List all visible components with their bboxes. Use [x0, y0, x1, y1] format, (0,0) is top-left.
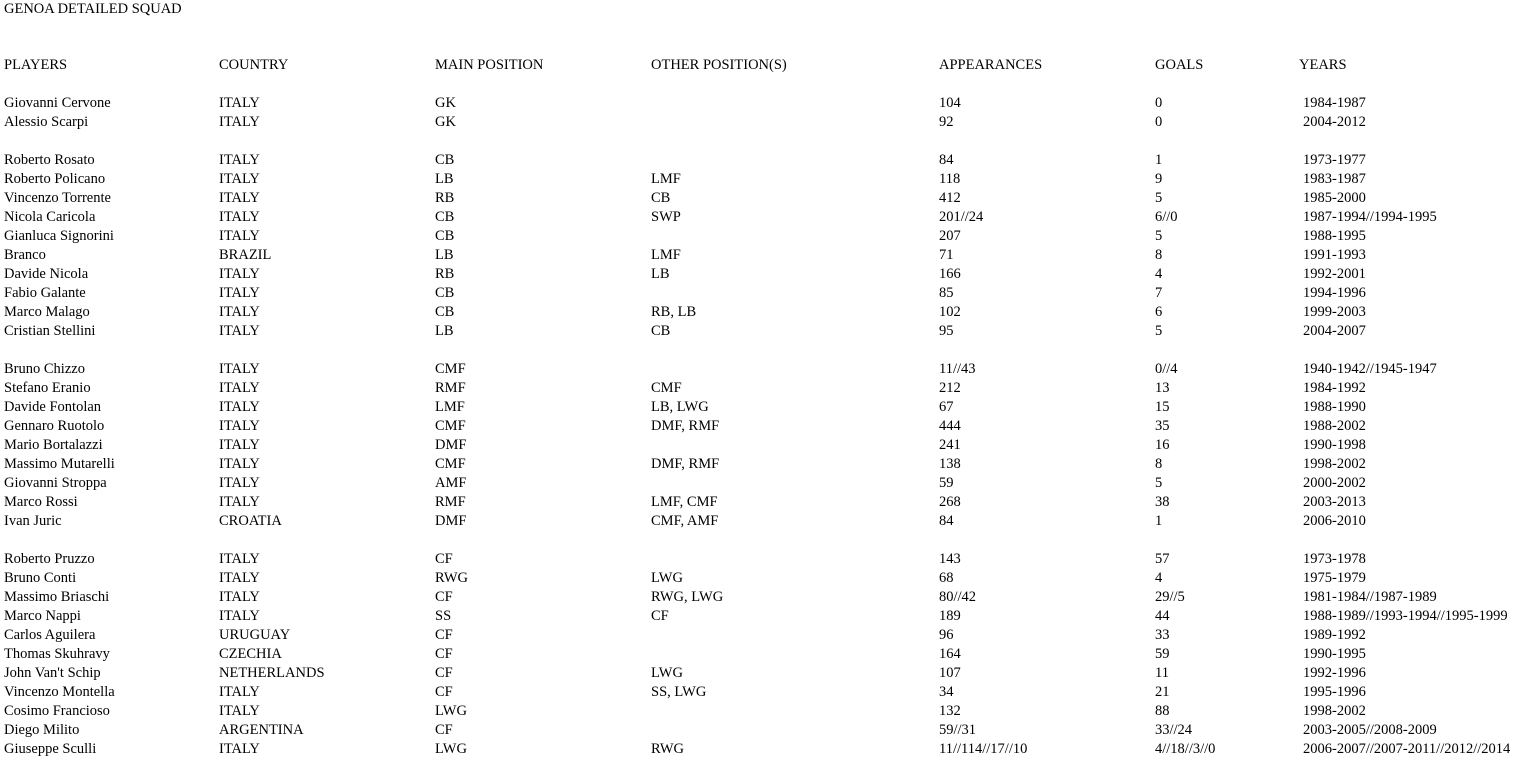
other-positions-cell: SS, LWG: [651, 684, 707, 700]
table-row: [0, 588, 1536, 607]
years-cell: 1994-1996: [1303, 285, 1366, 301]
table-row: [0, 417, 1536, 436]
goals-cell: 5: [1155, 475, 1163, 491]
player-name-cell: Nicola Caricola: [4, 209, 96, 225]
table-row: [0, 265, 1536, 284]
appearances-cell: 189: [939, 608, 961, 624]
table-row: [0, 170, 1536, 189]
goals-cell: 9: [1155, 171, 1163, 187]
player-name-cell: Giovanni Cervone: [4, 95, 111, 111]
main-position-cell: CB: [435, 285, 455, 301]
country-cell: ITALY: [219, 456, 260, 472]
table-row: [0, 379, 1536, 398]
goals-cell: 5: [1155, 323, 1163, 339]
appearances-cell: 444: [939, 418, 961, 434]
country-cell: ITALY: [219, 209, 260, 225]
table-row: [0, 740, 1536, 759]
goals-cell: 0: [1155, 114, 1163, 130]
main-position-cell: CMF: [435, 418, 466, 434]
goals-cell: 1: [1155, 152, 1163, 168]
country-cell: ITALY: [219, 95, 260, 111]
table-row: [0, 398, 1536, 417]
main-position-cell: CB: [435, 209, 455, 225]
years-cell: 1988-1990: [1303, 399, 1366, 415]
player-name-cell: Thomas Skuhravy: [4, 646, 110, 662]
years-cell: 1984-1987: [1303, 95, 1366, 111]
player-name-cell: Gennaro Ruotolo: [4, 418, 105, 434]
table-row: [0, 113, 1536, 132]
years-cell: 1973-1978: [1303, 551, 1366, 567]
player-name-cell: Diego Milito: [4, 722, 80, 738]
table-row: [0, 626, 1536, 645]
table-row: [0, 493, 1536, 512]
goals-cell: 4: [1155, 266, 1163, 282]
country-cell: ITALY: [219, 152, 260, 168]
table-row: [0, 664, 1536, 683]
years-cell: 2003-2013: [1303, 494, 1366, 510]
main-position-cell: LB: [435, 247, 454, 263]
goals-cell: 6//0: [1155, 209, 1178, 225]
appearances-cell: 59: [939, 475, 954, 491]
header-country: COUNTRY: [219, 57, 289, 73]
country-cell: CZECHIA: [219, 646, 282, 662]
appearances-cell: 104: [939, 95, 961, 111]
other-positions-cell: CF: [651, 608, 669, 624]
years-cell: 1990-1995: [1303, 646, 1366, 662]
goals-cell: 29//5: [1155, 589, 1185, 605]
player-name-cell: Roberto Pruzzo: [4, 551, 95, 567]
country-cell: ITALY: [219, 304, 260, 320]
header-appearances: APPEARANCES: [939, 57, 1043, 73]
main-position-cell: CF: [435, 684, 453, 700]
years-cell: 1975-1979: [1303, 570, 1366, 586]
goals-cell: 6: [1155, 304, 1163, 320]
table-row: [0, 208, 1536, 227]
player-name-cell: Cosimo Francioso: [4, 703, 110, 719]
country-cell: ITALY: [219, 608, 260, 624]
player-name-cell: Marco Rossi: [4, 494, 78, 510]
other-positions-cell: RWG, LWG: [651, 589, 724, 605]
country-cell: ITALY: [219, 589, 260, 605]
goals-cell: 57: [1155, 551, 1170, 567]
player-name-cell: Alessio Scarpi: [4, 114, 89, 130]
appearances-cell: 164: [939, 646, 961, 662]
country-cell: CROATIA: [219, 513, 282, 529]
appearances-cell: 412: [939, 190, 961, 206]
table-row: [0, 721, 1536, 740]
main-position-cell: DMF: [435, 437, 467, 453]
country-cell: ITALY: [219, 494, 260, 510]
table-row: [0, 360, 1536, 379]
goals-cell: 21: [1155, 684, 1170, 700]
header-players: PLAYERS: [4, 57, 68, 73]
player-name-cell: Roberto Policano: [4, 171, 106, 187]
table-row: [0, 189, 1536, 208]
years-cell: 1988-1989//1993-1994//1995-1999: [1303, 608, 1508, 624]
country-cell: ITALY: [219, 570, 260, 586]
appearances-cell: 80//42: [939, 589, 977, 605]
goals-cell: 7: [1155, 285, 1163, 301]
goals-cell: 16: [1155, 437, 1170, 453]
country-cell: ITALY: [219, 475, 260, 491]
main-position-cell: LMF: [435, 399, 465, 415]
main-position-cell: CMF: [435, 361, 466, 377]
goals-cell: 4//18//3//0: [1155, 741, 1216, 757]
player-name-cell: Roberto Rosato: [4, 152, 95, 168]
years-cell: 1981-1984//1987-1989: [1303, 589, 1437, 605]
appearances-cell: 118: [939, 171, 961, 187]
main-position-cell: RMF: [435, 494, 466, 510]
appearances-cell: 11//43: [939, 361, 976, 377]
other-positions-cell: DMF, RMF: [651, 418, 720, 434]
main-position-cell: RWG: [435, 570, 469, 586]
appearances-cell: 107: [939, 665, 961, 681]
country-cell: ITALY: [219, 285, 260, 301]
player-name-cell: Davide Nicola: [4, 266, 89, 282]
player-name-cell: Bruno Conti: [4, 570, 77, 586]
player-name-cell: Giuseppe Sculli: [4, 741, 97, 757]
years-cell: 2000-2002: [1303, 475, 1366, 491]
main-position-cell: LB: [435, 323, 454, 339]
appearances-cell: 102: [939, 304, 961, 320]
goals-cell: 11: [1155, 665, 1169, 681]
table-row: [0, 607, 1536, 626]
player-name-cell: Stefano Eranio: [4, 380, 91, 396]
appearances-cell: 92: [939, 114, 954, 130]
table-row: [0, 246, 1536, 265]
country-cell: ITALY: [219, 171, 260, 187]
country-cell: ITALY: [219, 266, 260, 282]
table-row: [0, 284, 1536, 303]
header-years: YEARS: [1299, 57, 1347, 73]
main-position-cell: LWG: [435, 741, 467, 757]
years-cell: 1983-1987: [1303, 171, 1366, 187]
other-positions-cell: LMF: [651, 247, 681, 263]
table-row: [0, 322, 1536, 341]
years-cell: 1940-1942//1945-1947: [1303, 361, 1437, 377]
player-name-cell: Vincenzo Montella: [4, 684, 115, 700]
other-positions-cell: CMF, AMF: [651, 513, 719, 529]
main-position-cell: GK: [435, 114, 456, 130]
player-name-cell: Marco Nappi: [4, 608, 81, 624]
goals-cell: 0//4: [1155, 361, 1178, 377]
country-cell: ITALY: [219, 228, 260, 244]
years-cell: 1985-2000: [1303, 190, 1366, 206]
table-row: [0, 455, 1536, 474]
other-positions-cell: RB, LB: [651, 304, 697, 320]
appearances-cell: 34: [939, 684, 954, 700]
appearances-cell: 241: [939, 437, 961, 453]
header-other-positions: OTHER POSITION(S): [651, 57, 787, 73]
country-cell: ITALY: [219, 399, 260, 415]
country-cell: ITALY: [219, 190, 260, 206]
table-row: [0, 227, 1536, 246]
other-positions-cell: LMF: [651, 171, 681, 187]
goals-cell: 59: [1155, 646, 1170, 662]
appearances-cell: 84: [939, 513, 954, 529]
years-cell: 2004-2012: [1303, 114, 1366, 130]
appearances-cell: 207: [939, 228, 961, 244]
main-position-cell: DMF: [435, 513, 467, 529]
goals-cell: 13: [1155, 380, 1170, 396]
main-position-cell: CB: [435, 152, 455, 168]
other-positions-cell: CB: [651, 190, 671, 206]
years-cell: 1987-1994//1994-1995: [1303, 209, 1437, 225]
other-positions-cell: LMF, CMF: [651, 494, 718, 510]
goals-cell: 38: [1155, 494, 1170, 510]
other-positions-cell: LWG: [651, 570, 683, 586]
country-cell: ITALY: [219, 703, 260, 719]
table-row: [0, 569, 1536, 588]
main-position-cell: AMF: [435, 475, 467, 491]
appearances-cell: 268: [939, 494, 961, 510]
country-cell: ITALY: [219, 684, 260, 700]
table-row: [0, 550, 1536, 569]
country-cell: ITALY: [219, 323, 260, 339]
other-positions-cell: CB: [651, 323, 671, 339]
player-name-cell: Ivan Juric: [4, 513, 62, 529]
table-row: [0, 303, 1536, 322]
years-cell: 1990-1998: [1303, 437, 1366, 453]
other-positions-cell: RWG: [651, 741, 685, 757]
other-positions-cell: LB, LWG: [651, 399, 709, 415]
country-cell: ITALY: [219, 114, 260, 130]
goals-cell: 8: [1155, 247, 1163, 263]
appearances-cell: 132: [939, 703, 961, 719]
goals-cell: 33//24: [1155, 722, 1193, 738]
table-header-row: [0, 56, 1536, 75]
country-cell: BRAZIL: [219, 247, 272, 263]
goals-cell: 35: [1155, 418, 1170, 434]
player-name-cell: Marco Malago: [4, 304, 90, 320]
goals-cell: 0: [1155, 95, 1163, 111]
country-cell: NETHERLANDS: [219, 665, 325, 681]
main-position-cell: SS: [435, 608, 452, 624]
appearances-cell: 71: [939, 247, 954, 263]
goals-cell: 33: [1155, 627, 1170, 643]
table-row: [0, 512, 1536, 531]
goals-cell: 1: [1155, 513, 1163, 529]
table-row: [0, 151, 1536, 170]
goals-cell: 15: [1155, 399, 1170, 415]
player-name-cell: Gianluca Signorini: [4, 228, 114, 244]
player-name-cell: Fabio Galante: [4, 285, 86, 301]
goals-cell: 8: [1155, 456, 1163, 472]
country-cell: ITALY: [219, 437, 260, 453]
appearances-cell: 96: [939, 627, 954, 643]
player-name-cell: Giovanni Stroppa: [4, 475, 107, 491]
years-cell: 1988-1995: [1303, 228, 1366, 244]
player-name-cell: Bruno Chizzo: [4, 361, 85, 377]
player-name-cell: Cristian Stellini: [4, 323, 96, 339]
years-cell: 1991-1993: [1303, 247, 1366, 263]
main-position-cell: CB: [435, 304, 455, 320]
appearances-cell: 212: [939, 380, 961, 396]
years-cell: 1998-2002: [1303, 456, 1366, 472]
appearances-cell: 201//24: [939, 209, 984, 225]
main-position-cell: CF: [435, 646, 453, 662]
main-position-cell: LWG: [435, 703, 467, 719]
table-row: [0, 702, 1536, 721]
goals-cell: 88: [1155, 703, 1170, 719]
country-cell: ARGENTINA: [219, 722, 304, 738]
header-goals: GOALS: [1155, 57, 1204, 73]
main-position-cell: CF: [435, 589, 453, 605]
player-name-cell: John Van't Schip: [4, 665, 101, 681]
main-position-cell: LB: [435, 171, 454, 187]
country-cell: ITALY: [219, 361, 260, 377]
years-cell: 1995-1996: [1303, 684, 1366, 700]
years-cell: 1998-2002: [1303, 703, 1366, 719]
player-name-cell: Massimo Briaschi: [4, 589, 110, 605]
player-name-cell: Mario Bortalazzi: [4, 437, 103, 453]
other-positions-cell: LWG: [651, 665, 683, 681]
appearances-cell: 166: [939, 266, 961, 282]
other-positions-cell: DMF, RMF: [651, 456, 720, 472]
main-position-cell: CMF: [435, 456, 466, 472]
table-row: [0, 94, 1536, 113]
years-cell: 1973-1977: [1303, 152, 1366, 168]
table-row: [0, 474, 1536, 493]
table-row: [0, 645, 1536, 664]
player-name-cell: Massimo Mutarelli: [4, 456, 115, 472]
years-cell: 2006-2007//2007-2011//2012//2014: [1303, 741, 1511, 757]
years-cell: 1992-1996: [1303, 665, 1366, 681]
other-positions-cell: CMF: [651, 380, 682, 396]
country-cell: URUGUAY: [219, 627, 291, 643]
years-cell: 1984-1992: [1303, 380, 1366, 396]
player-name-cell: Branco: [4, 247, 46, 263]
page-title: GENOA DETAILED SQUAD: [4, 1, 182, 17]
country-cell: ITALY: [219, 380, 260, 396]
appearances-cell: 67: [939, 399, 954, 415]
main-position-cell: RB: [435, 266, 455, 282]
appearances-cell: 138: [939, 456, 961, 472]
years-cell: 2003-2005//2008-2009: [1303, 722, 1437, 738]
table-row: [0, 683, 1536, 702]
player-name-cell: Vincenzo Torrente: [4, 190, 111, 206]
years-cell: 1999-2003: [1303, 304, 1366, 320]
years-cell: 2006-2010: [1303, 513, 1366, 529]
main-position-cell: CF: [435, 551, 453, 567]
other-positions-cell: SWP: [651, 209, 681, 225]
appearances-cell: 85: [939, 285, 954, 301]
country-cell: ITALY: [219, 551, 260, 567]
country-cell: ITALY: [219, 418, 260, 434]
years-cell: 1988-2002: [1303, 418, 1366, 434]
main-position-cell: GK: [435, 95, 456, 111]
main-position-cell: CF: [435, 627, 453, 643]
goals-cell: 5: [1155, 228, 1163, 244]
appearances-cell: 68: [939, 570, 954, 586]
main-position-cell: CF: [435, 722, 453, 738]
goals-cell: 44: [1155, 608, 1170, 624]
appearances-cell: 84: [939, 152, 954, 168]
years-cell: 2004-2007: [1303, 323, 1366, 339]
main-position-cell: CF: [435, 665, 453, 681]
years-cell: 1989-1992: [1303, 627, 1366, 643]
main-position-cell: RB: [435, 190, 455, 206]
header-main-position: MAIN POSITION: [435, 57, 544, 73]
main-position-cell: CB: [435, 228, 455, 244]
appearances-cell: 143: [939, 551, 961, 567]
table-row: [0, 436, 1536, 455]
other-positions-cell: LB: [651, 266, 670, 282]
appearances-cell: 95: [939, 323, 954, 339]
player-name-cell: Davide Fontolan: [4, 399, 102, 415]
appearances-cell: 59//31: [939, 722, 977, 738]
years-cell: 1992-2001: [1303, 266, 1366, 282]
country-cell: ITALY: [219, 741, 260, 757]
goals-cell: 4: [1155, 570, 1163, 586]
main-position-cell: RMF: [435, 380, 466, 396]
goals-cell: 5: [1155, 190, 1163, 206]
appearances-cell: 11//114//17//10: [939, 741, 1028, 757]
player-name-cell: Carlos Aguilera: [4, 627, 96, 643]
